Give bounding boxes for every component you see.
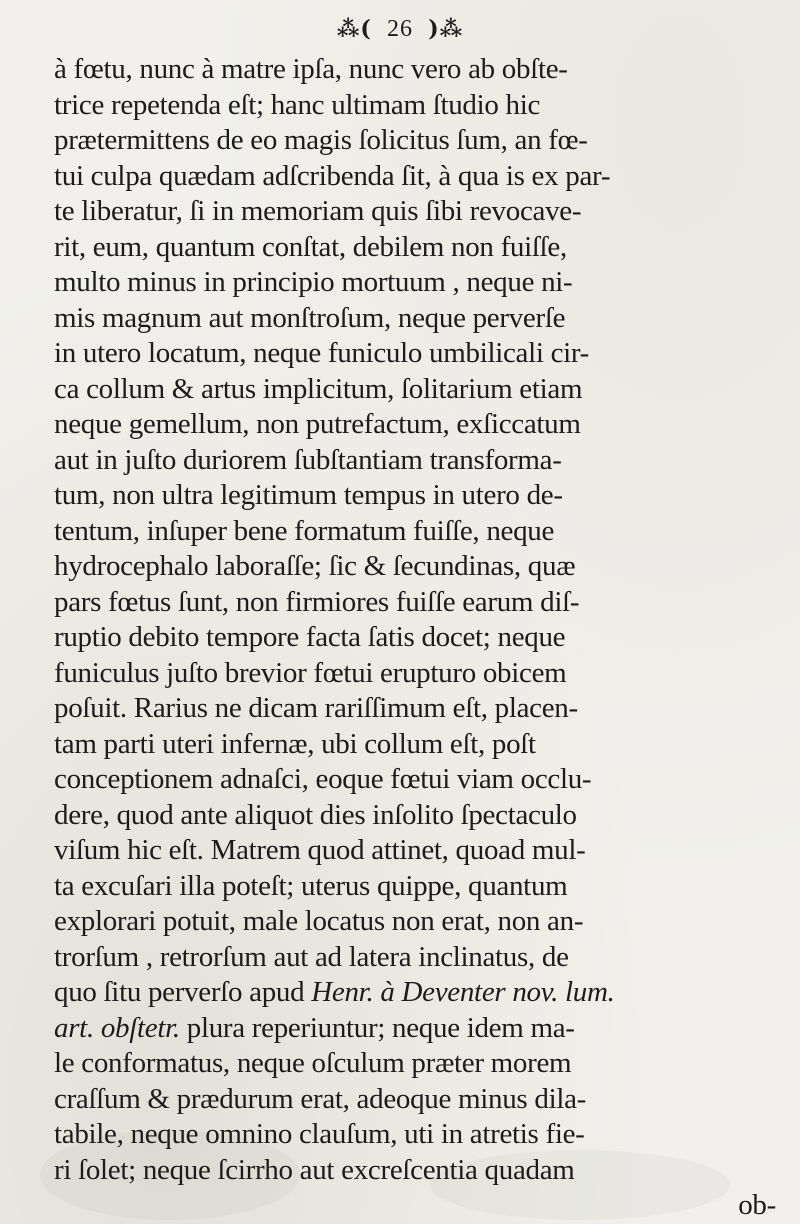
- page-header: [0, 8, 800, 49]
- text-line-with-citation: [54, 1011, 796, 1047]
- text-line: dere, quod ante aliquot dies inſolito ſpectaculo: [54, 798, 577, 831]
- text-line: neque gemellum, non putrefactum, exſiccatum: [54, 408, 581, 440]
- text-line: poſuit. Rarius ne dicam rariſſimum eſt, placen-: [54, 692, 578, 724]
- text-line: ta excuſari illa poteſt; uterus quippe, quantum: [54, 869, 568, 902]
- page-number: 26: [387, 16, 413, 42]
- body-text: [54, 52, 796, 1224]
- header-ornament-left: ⁂(: [336, 16, 372, 42]
- text-line: trorſum , retrorſum aut ad latera inclinatus, de: [54, 940, 569, 973]
- header-ornament-right: )⁂: [428, 16, 464, 42]
- text-line: ca collum & artus implicitum, ſolitarium etiam: [54, 372, 583, 405]
- catchword: ob-: [738, 1189, 776, 1221]
- citation-italic: Henr. à Deventer nov. lum.: [311, 976, 615, 1008]
- text-line: tabile, neque omnino clauſum, uti in atretis fie-: [54, 1118, 585, 1150]
- citation-italic: art. obſtetr.: [54, 1011, 180, 1044]
- text-line: multo minus in principio mortuum , neque ni-: [54, 266, 573, 298]
- text-line: mis magnum aut monſtroſum, neque perverſe: [54, 301, 566, 334]
- text-line: explorari potuit, male locatus non erat, non an-: [54, 905, 584, 937]
- text-line: ruptio debito tempore facta ſatis docet; neque: [54, 621, 566, 653]
- text-line: te liberatur, ſi in memoriam quis ſibi revocave-: [54, 195, 582, 227]
- text-line: tui culpa quædam adſcribenda ſit, à qua is ex par-: [54, 159, 611, 192]
- text-line: aut in juſto duriorem ſubſtantiam transforma-: [54, 443, 562, 476]
- text-line: tum, non ultra legitimum tempus in utero de-: [54, 479, 563, 511]
- text-line: funiculus juſto brevior fœtui erupturo obicem: [54, 656, 567, 689]
- text-line: prætermittens de eo magis ſolicitus ſum, an fœ-: [54, 124, 588, 156]
- text-line-part: quo ſitu perverſo apud: [54, 976, 312, 1008]
- text-line: rit, eum, quantum conſtat, debilem non fuiſſe,: [54, 230, 567, 263]
- text-line: pars fœtus ſunt, non firmiores fuiſſe earum diſ-: [54, 585, 580, 618]
- text-line-with-citation: [54, 975, 796, 1011]
- text-line: tam parti uteri infernæ, ubi collum eſt, poſt: [54, 727, 536, 760]
- text-line: hydrocephalo laboraſſe; ſic & ſecundinas, quæ: [54, 550, 576, 582]
- text-line: trice repetenda eſt; hanc ultimam ſtudio hic: [54, 88, 541, 121]
- text-line: tentum, inſuper bene formatum fuiſſe, neque: [54, 514, 555, 547]
- text-line: ri ſolet; neque ſcirrho aut excreſcentia quadam: [54, 1153, 575, 1186]
- text-line-part: plura reperiuntur; neque idem ma-: [179, 1011, 575, 1044]
- text-line: à fœtu, nunc à matre ipſa, nunc vero ab obſte-: [54, 53, 568, 85]
- text-line: le conformatus, neque oſculum præter morem: [54, 1047, 572, 1079]
- text-line: conceptionem adnaſci, eoque fœtui viam occlu-: [54, 763, 592, 795]
- text-line: craſſum & prædurum erat, adeoque minus dila-: [54, 1082, 587, 1115]
- text-line: viſum hic eſt. Matrem quod attinet, quoad mul-: [54, 834, 586, 866]
- text-line: in utero locatum, neque funiculo umbilicali cir-: [54, 337, 590, 369]
